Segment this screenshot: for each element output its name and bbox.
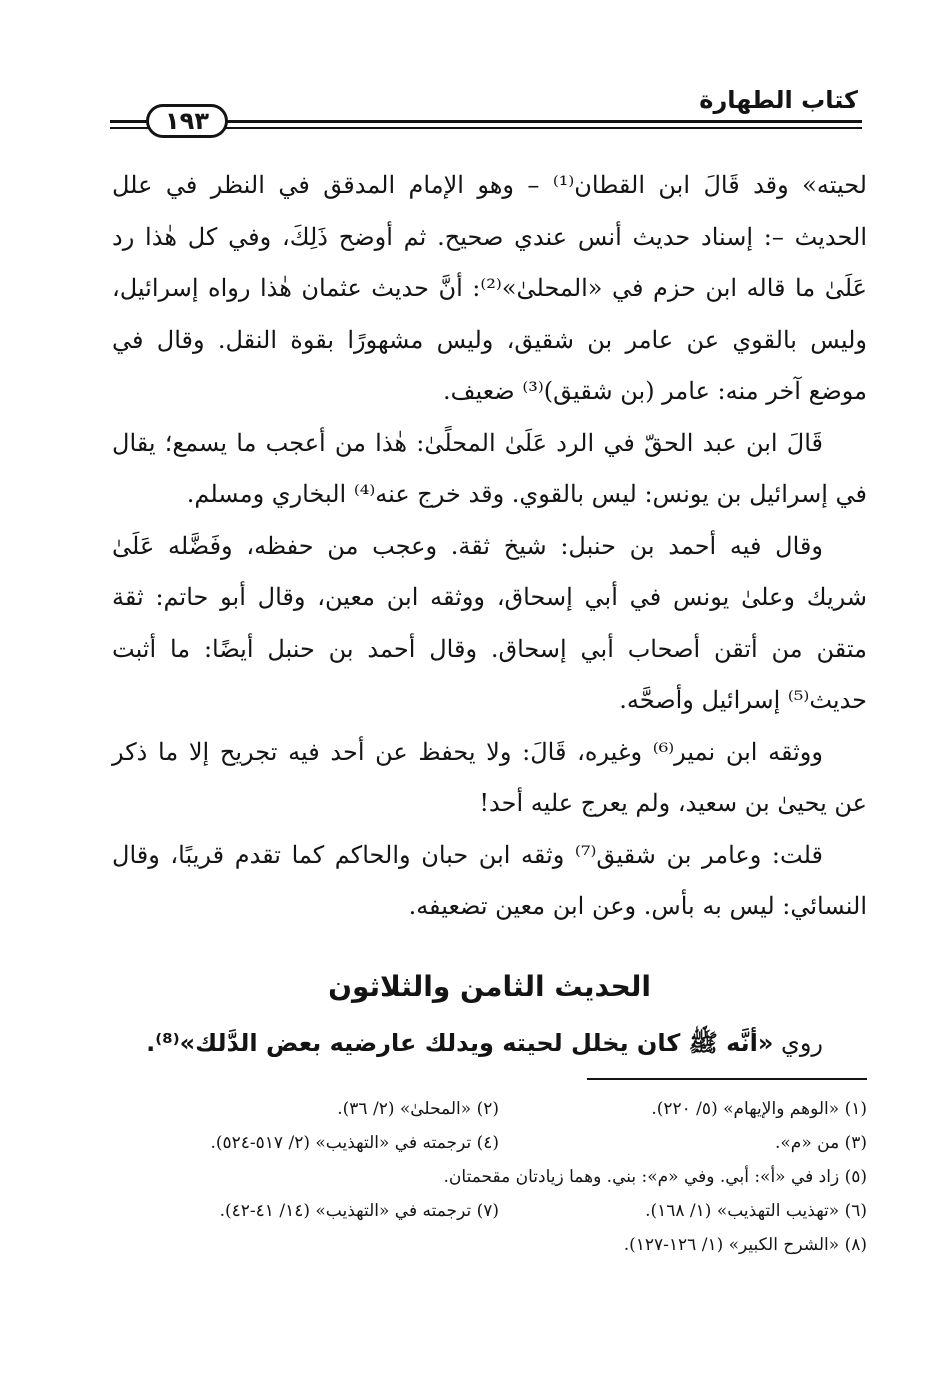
footnote-row — [112, 1194, 867, 1228]
main-text — [112, 160, 867, 1067]
paragraph-1: لحيته» وقد قَالَ ابن القطان⁽¹⁾ – وهو الإمام المدقق في النظر في علل الحديث –: إسناد حديث أنس عندي صحيح. ثم أوضح ذَلِكَ، وفي كل هٰذا رد عَلَىٰ ما قاله ابن حزم في «المحلىٰ»⁽²⁾: أنَّ حديث عثمان هٰذا رواه إسرائيل، وليس بالقوي عن عامر بن شقيق، وليس مشهورًا بقوة النقل. وقال في موضع آخر منه: عامر (بن شقيق)⁽³⁾ ضعيف. — [112, 171, 867, 405]
book-title: كتاب الطهارة — [699, 86, 858, 114]
footnote-6: (٦) «تهذيب التهذيب» (١/ ١٦٨). — [645, 1201, 867, 1221]
paragraph-3: وقال فيه أحمد بن حنبل: شيخ ثقة. وعجب من حفظه، وفَضَّله عَلَىٰ شريك وعلىٰ يونس في أبي إسحاق، ووثقه ابن معين، وقال أبو حاتم: ثقة متقن من أتقن أصحاب أبي إسحاق. وقال أحمد بن حنبل أيضًا: ما أثبت حديث⁽⁵⁾ إسرائيل وأصحَّه. — [112, 531, 867, 714]
page-number: ١٩٣ — [146, 104, 228, 138]
footnotes — [112, 1092, 867, 1262]
footnote-separator — [587, 1078, 867, 1080]
footnote-4: (٤) ترجمته في «التهذيب» (٢/ ٥١٧-٥٢٤). — [210, 1133, 499, 1153]
footnote-row — [112, 1228, 867, 1262]
page-header — [110, 82, 862, 142]
footnote-5: (٥) زاد في «أ»: أبي. وفي «م»: بني. وهما زيادتان مقحمتان. — [443, 1167, 867, 1187]
footnote-row — [112, 1092, 867, 1126]
footnote-8: (٨) «الشرح الكبير» (١/ ١٢٦-١٢٧). — [623, 1235, 867, 1255]
footnote-row — [112, 1126, 867, 1160]
footnote-7: (٧) ترجمته في «التهذيب» (١٤/ ٤١-٤٢). — [219, 1201, 499, 1221]
section-heading: الحديث الثامن والثلاثون — [328, 969, 651, 1003]
paragraph-5: قلت: وعامر بن شقيق⁽⁷⁾ وثقه ابن حبان والحاكم كما تقدم قريبًا، وقال النسائي: ليس به بأس. وعن ابن معين تضعيفه. — [112, 840, 867, 920]
footnote-2: (٢) «المحلىٰ» (٢/ ٣٦). — [337, 1099, 499, 1119]
paragraph-2: قَالَ ابن عبد الحقّ في الرد عَلَىٰ المحلًىٰ: هٰذا من أعجب ما يسمع؛ يقال في إسرائيل بن يونس: ليس بالقوي. وقد خرج عنه⁽⁴⁾ البخاري ومسلم. — [112, 428, 867, 508]
footnote-3: (٣) من «م». — [775, 1133, 867, 1153]
footnote-row — [112, 1160, 867, 1194]
footnote-1: (١) «الوهم والإيهام» (٥/ ٢٢٠). — [651, 1099, 867, 1119]
hadith-quote: «أنَّه ﷺ كان يخلل لحيته ويدلك عارضيه بعض الدَّلك»⁽⁸⁾. — [146, 1028, 774, 1057]
hadith-prefix: روي — [781, 1028, 823, 1057]
paragraph-4: ووثقه ابن نمير⁽⁶⁾ وغيره، قَالَ: ولا يحفظ عن أحد فيه تجريح إلا ما ذكر عن يحيىٰ بن سعيد، ولم يعرج عليه أحد! — [112, 737, 867, 817]
hadith-text — [112, 1019, 867, 1067]
